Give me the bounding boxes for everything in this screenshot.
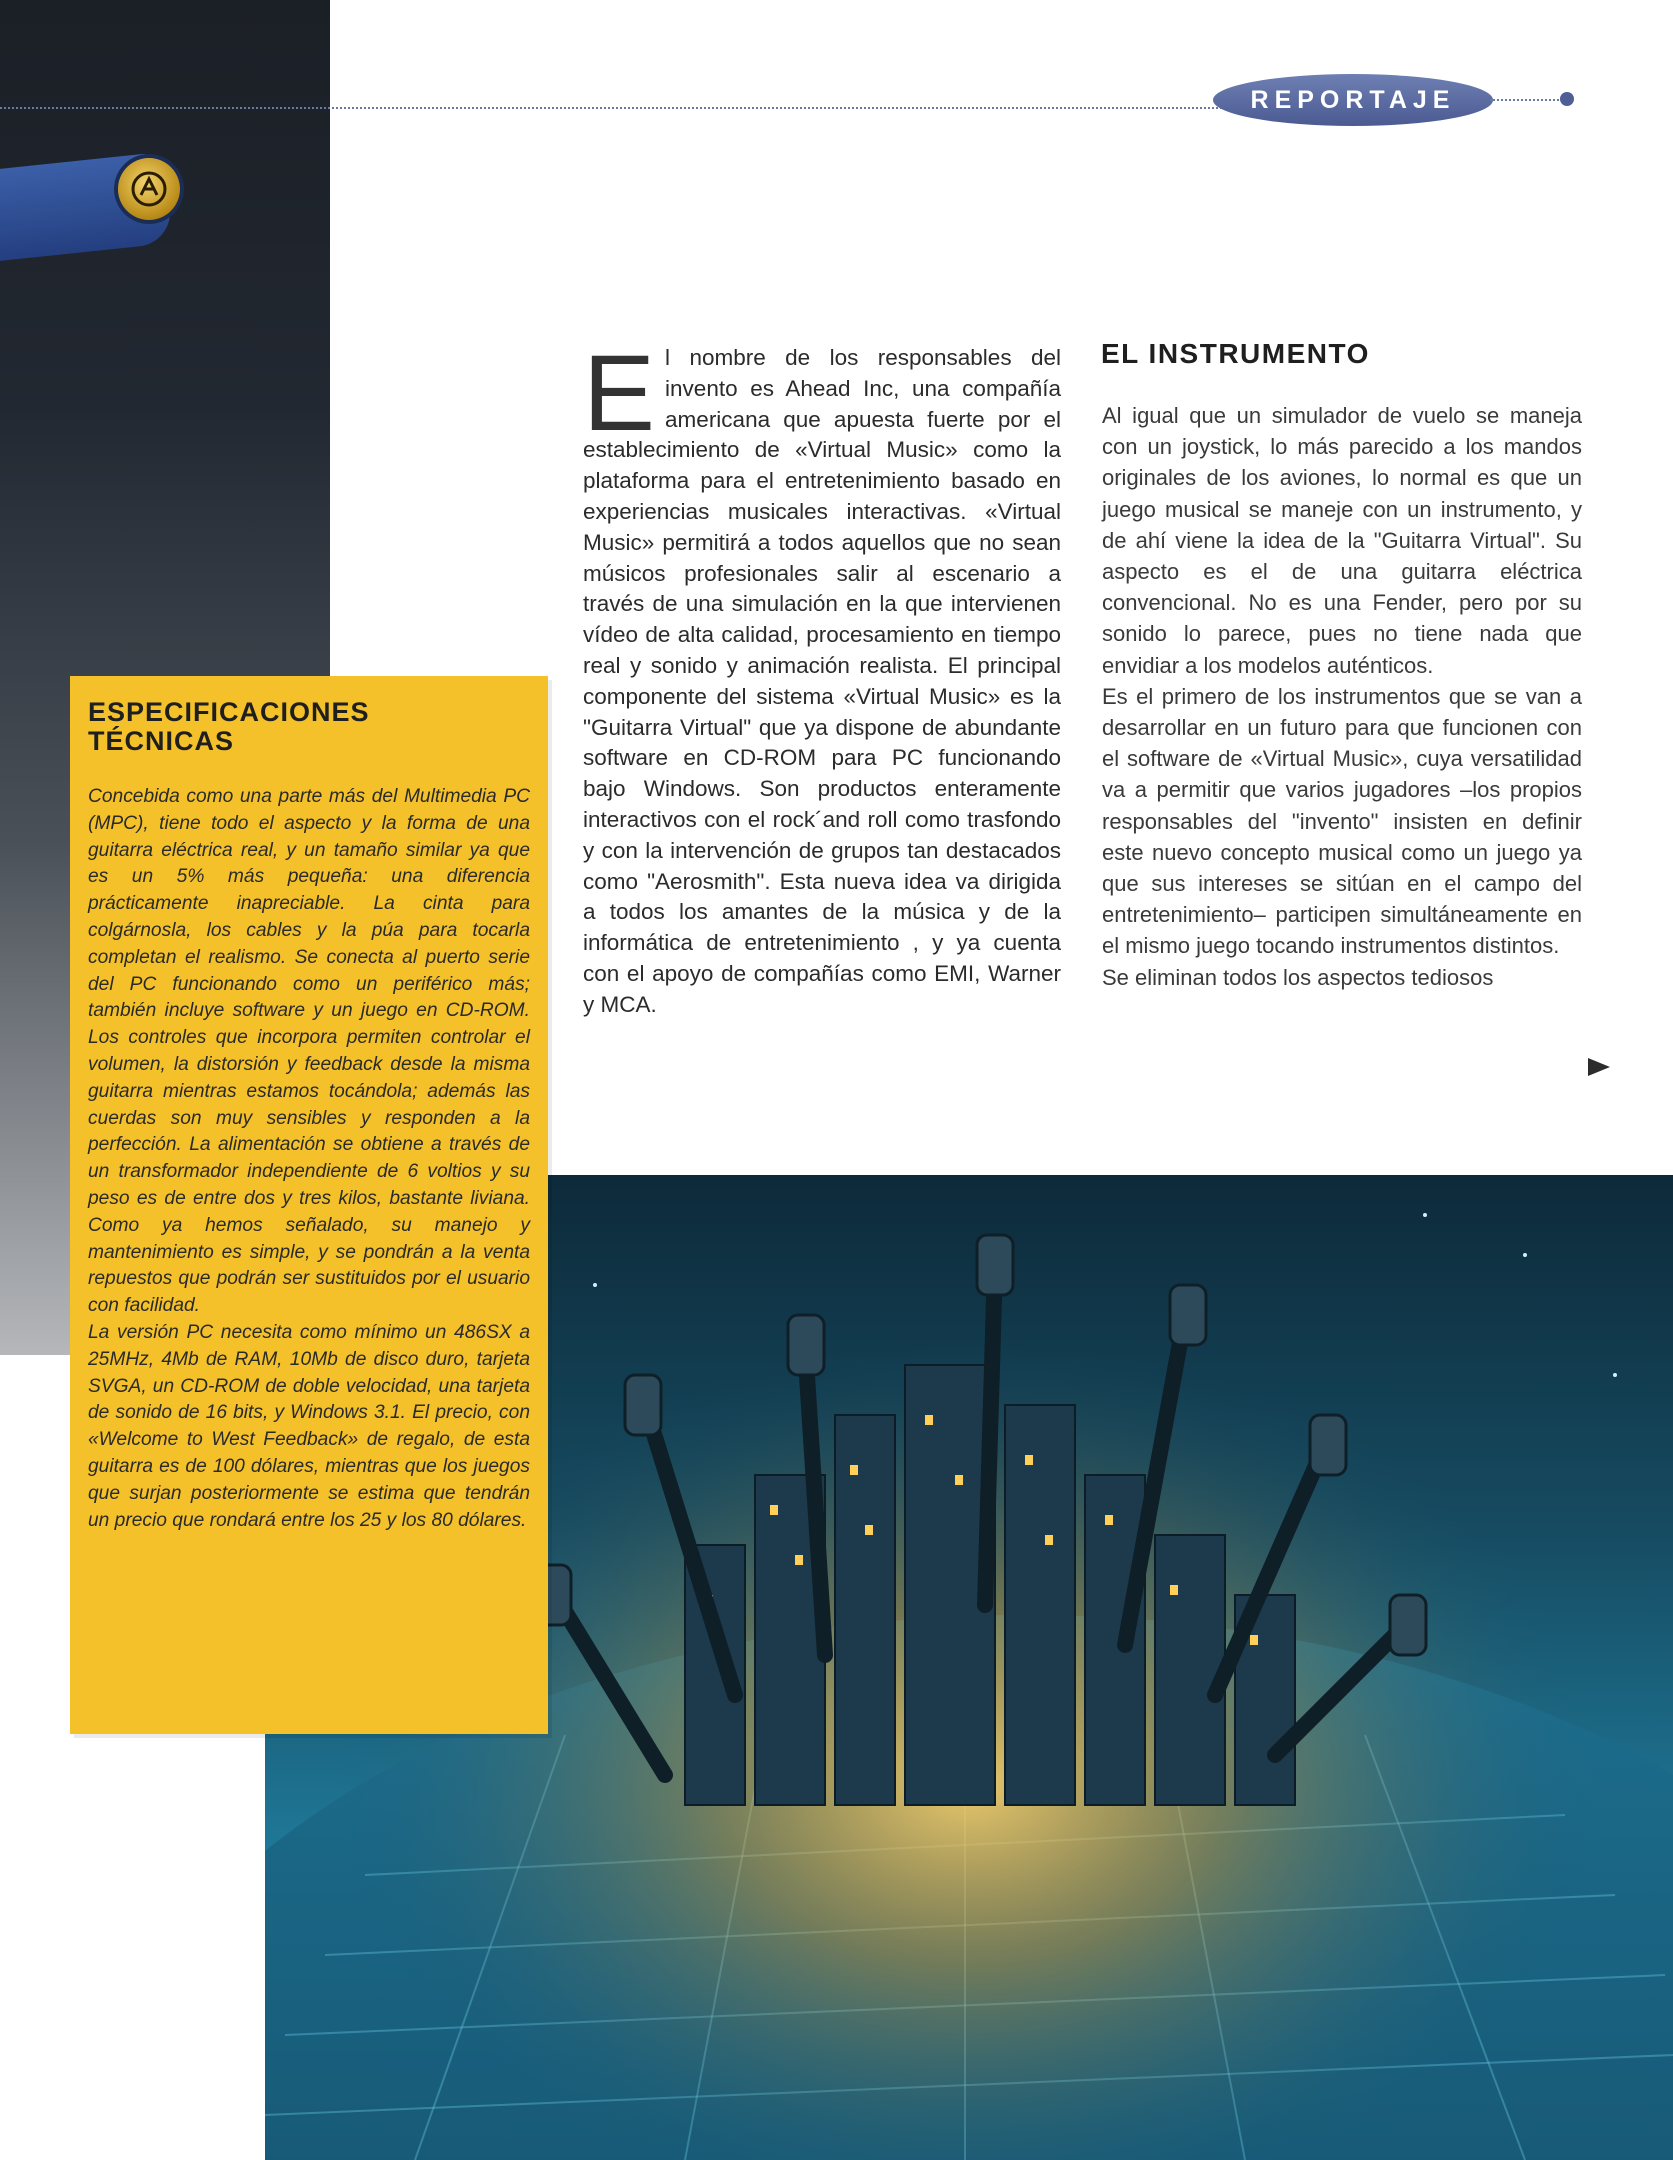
instrument-paragraph: Al igual que un simulador de vuelo se maneja con un joystick, lo más parecido a los mandos originales de los aviones, lo normal es que un juego musical se maneje con un instrumento, y de ahí viene la idea de la "Guitarra Virtual". Su aspecto es el de una guitarra eléctrica convencional. No es una Fender, pero por su sonido lo parece, pues no tiene nada que envidiar a los modelos auténticos. [1102,403,1582,678]
drop-cap: E [583,332,656,453]
header-dotted-line-right [1490,99,1566,101]
instrument-column [1102,400,1582,993]
header-end-dot [1560,92,1574,106]
section-tag: REPORTAJE [1213,74,1493,126]
specs-paragraph: La versión PC necesita como mínimo un 486SX a 25MHz, 4Mb de RAM, 10Mb de disco duro, tarjeta SVGA, un CD-ROM de doble velocidad, una tarjeta de sonido de 16 bits, y Windows 3.1. El precio, con «Welcome to West Feedback» de regalo, de esta guitarra es de 100 dólares, mientras que los juegos que surjan posteriormente se estima que tendrán un precio que rondará entre los 25 y los 80 dólares. [88,1321,530,1531]
specs-title [88,698,538,756]
article-lead-text: l nombre de los responsables del invento es Ahead Inc, una compañía americana que apuesta fuerte por el establecimiento de «Virtual Music» como la plataforma para el entretenimiento basado en experiencias musicales interactivas. «Virtual Music» permitirá a todos aquellos que no sean músicos profesionales salir al escenario a través de una simulación en la que intervienen vídeo de alta calidad, procesamiento en tiempo real y sonido y animación realista. El principal componente del sistema «Virtual Music» es la "Guitarra Virtual" que ya dispone de abundante software en CD-ROM para PC funcionando bajo Windows. Son productos enteramente interactivos con el rock´and roll como trasfondo y con la intervención de grupos tan destacados como "Aerosmith". Esta nueva idea va dirigida a todos los amantes de la música y de la informática de entretenimiento , y ya cuenta con el apoyo de compañías como EMI, Warner y MCA. [583,345,1061,1017]
instrument-heading: EL INSTRUMENTO [1101,338,1370,369]
specs-text [88,784,530,1534]
instrument-paragraph: Es el primero de los instrumentos que se van a desarrollar en un futuro para que funcionen con el software de «Virtual Music», cuya versatilidad va a permitir que varios jugadores –los propios responsables del "invento" insisten en definir este nuevo concepto musical como un juego ya que sus intereses se sitúan en el campo del entretenimiento– participen simultáneamente en el mismo juego tocando instrumentos distintos. [1102,683,1582,959]
specs-title-line: TÉCNICAS [88,726,235,756]
instrument-paragraph: Se eliminan todos los aspectos tediosos [1102,964,1494,990]
header-dotted-line [0,107,1230,109]
magazine-logo-icon [118,158,180,220]
specs-box [70,676,548,1734]
specs-title-line: ESPECIFICACIONES [88,697,370,727]
article-lead-column [583,332,1061,1021]
specs-paragraph: Concebida como una parte más del Multimedia PC (MPC), tiene todo el aspecto y la forma de una guitarra eléctrica real, y un tamaño similar ya que es un 5% más pequeña: una diferencia prácticamente inapreciable. La cinta para colgárnosla, los cables y la púa para tocarla completan el realismo. Se conecta al puerto serie del PC funcionando como un periférico más; también incluye software y un juego en CD-ROM. Los controles que incorpora permiten controlar el volumen, la distorsión y feedback desde la misma guitarra mientras estamos tocándola; además las cuerdas son muy sensibles y responden a la perfección. La alimentación se obtiene a través de un transformador independiente de 6 voltios y su peso es de entre dos y tres kilos, bastante liviana. Como ya hemos señalado, su manejo y mantenimiento es simple, y se pondrán a la venta repuestos que podrán ser sustituidos por el usuario con facilidad. [88,786,530,1317]
continue-arrow-icon [1588,1058,1610,1076]
